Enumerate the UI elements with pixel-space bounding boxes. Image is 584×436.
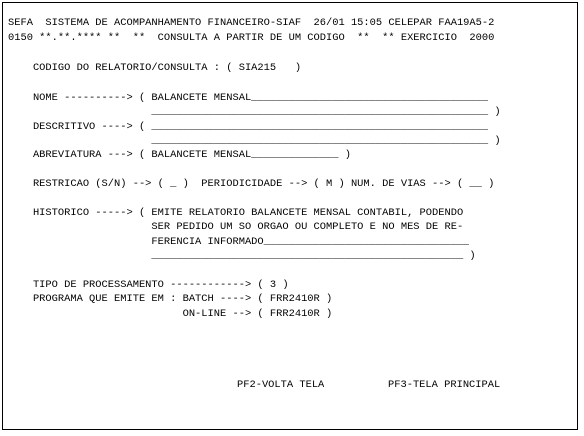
nome-field-line-1[interactable]: NOME ----------> ( BALANCETE MENSAL______________________________________ [8, 92, 489, 104]
header-system-line: SEFA SISTEMA DE ACOMPANHAMENTO FINANCEIRO-SIAF 26/01 15:05 CELEPAR FAA19A5-2 [8, 17, 495, 29]
nome-field-line-2[interactable]: ______________________________________________________ ) [8, 106, 501, 118]
programa-online-field[interactable]: ON-LINE --> ( FRR2410R ) [8, 308, 333, 320]
historico-field-line-2[interactable]: SER PEDIDO UM SO ORGAO OU COMPLETO E NO MES DE RE- [8, 221, 464, 233]
historico-field-line-4[interactable]: __________________________________________________ ) [8, 250, 476, 262]
descritivo-field-line-2[interactable]: ______________________________________________________ ) [8, 135, 501, 147]
codigo-relatorio-field[interactable]: CODIGO DO RELATORIO/CONSULTA : ( SIA215 ) [8, 62, 302, 74]
descritivo-field-line-1[interactable]: DESCRITIVO ----> ( ______________________________________________________ [8, 121, 489, 133]
historico-field-line-3[interactable]: FERENCIA INFORMADO_________________________________ [8, 236, 470, 248]
programa-batch-field[interactable]: PROGRAMA QUE EMITE EM : BATCH ----> ( FRR2410R ) [8, 293, 333, 305]
restricao-periodicidade-vias-line[interactable]: RESTRICAO (S/N) --> ( _ ) PERIODICIDADE --> ( M ) NUM. DE VIAS --> ( __ ) [8, 178, 495, 190]
header-transaction-line: 0150 **.**.**** ** ** CONSULTA A PARTIR DE UM CODIGO ** ** EXERCICIO 2000 [8, 32, 495, 44]
historico-field-line-1[interactable]: HISTORICO -----> ( EMITE RELATORIO BALANCETE MENSAL CONTABIL, PODENDO [8, 207, 464, 219]
abreviatura-field[interactable]: ABREVIATURA ---> ( BALANCETE MENSAL______________ ) [8, 149, 351, 161]
terminal-screen [2, 2, 578, 430]
pf3-tela-principal-key[interactable]: PF3-TELA PRINCIPAL [388, 379, 501, 391]
pf2-volta-tela-key[interactable]: PF2-VOLTA TELA [237, 379, 325, 391]
tipo-processamento-field[interactable]: TIPO DE PROCESSAMENTO ------------> ( 3 ) [8, 279, 289, 291]
